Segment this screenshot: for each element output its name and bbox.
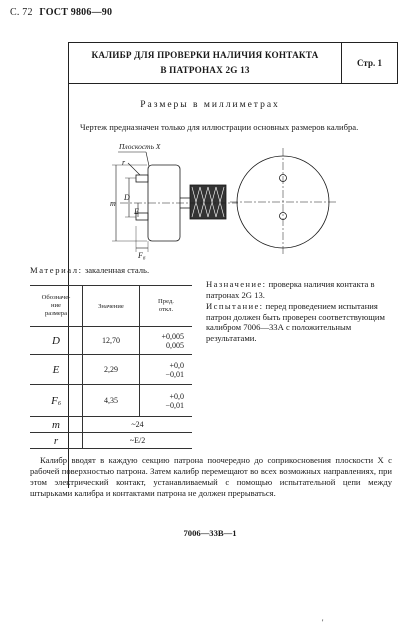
row-tolerance: +0,0 −0,01	[140, 385, 193, 417]
knurled-handle	[190, 185, 226, 219]
table-row	[30, 327, 192, 355]
plane-x-label: Плоскость X	[119, 142, 161, 151]
corner-mark: '	[322, 618, 324, 627]
purpose-label: Назначение:	[206, 279, 267, 289]
pin-top	[136, 175, 148, 182]
row-name: D	[30, 327, 83, 355]
table-row	[30, 417, 192, 433]
row-value: 12,70	[83, 327, 140, 355]
page-number: С. 72	[10, 7, 33, 18]
test-label: Испытание:	[206, 301, 264, 311]
row-name: r	[30, 433, 83, 449]
units-subtitle: Размеры в миллиметрах	[140, 100, 280, 110]
standard-code: ГОСТ 9806—90	[39, 7, 113, 18]
header-deviation: Пред. откл.	[140, 286, 193, 327]
procedure-paragraph: Калибр вводят в каждую секцию патрона поочередно до соприкосновения плоскости X с рабочей поверхностью патрона. Затем калибр перемещают во всех возможных направлениях, при этом электрический контакт, устанавливаемый с помощью испытательной цепи между штырьками калибра и контактами патрона не должен прерываться.	[30, 455, 392, 498]
header-designation: Обозначе- ние размера	[30, 286, 83, 327]
row-value: 2,29	[83, 355, 140, 385]
row-tolerance: +0,005 0,005	[140, 327, 193, 355]
f6-label: F6	[138, 251, 146, 262]
m-label: m	[110, 199, 116, 208]
purpose-test-block	[206, 279, 392, 343]
d-label: D	[124, 193, 130, 202]
table-header-row	[30, 286, 192, 327]
row-name: F6	[30, 385, 83, 417]
e-label: E	[134, 207, 139, 216]
dimensions-table	[30, 285, 192, 449]
test-text: перед проведением испытания патрон должен быть проверен соответствующим калибром 7006—33А с положительным результатами.	[206, 301, 385, 343]
intro-text: Чертеж предназначен только для иллюстрации основных размеров калибра.	[80, 122, 359, 132]
sheet-number: Стр. 1	[357, 58, 382, 68]
material-value: закаленная сталь.	[84, 265, 150, 275]
table-row	[30, 385, 192, 417]
row-value: 4,35	[83, 385, 140, 417]
purpose-text: проверка наличия контакта в патронах 2G 13.	[206, 279, 375, 300]
table-row	[30, 433, 192, 449]
r-label: r	[122, 158, 126, 167]
table-row	[30, 355, 192, 385]
footer-code: 7006—33В—1	[183, 528, 237, 538]
header-value: Значение	[83, 286, 140, 327]
row-span-value: ~24	[83, 417, 193, 433]
row-name: m	[30, 417, 83, 433]
row-tolerance: +0,0 −0,01	[140, 355, 193, 385]
title-line-1: КАЛИБР ДЛЯ ПРОВЕРКИ НАЛИЧИЯ КОНТАКТА	[91, 50, 319, 60]
plane-leader-d	[146, 152, 149, 166]
material-label: Материал:	[30, 265, 83, 275]
title-line-2: В ПАТРОНАХ 2G 13	[160, 65, 250, 75]
row-name: E	[30, 355, 83, 385]
row-span-value: ~E/2	[83, 433, 193, 449]
test-paragraph	[206, 301, 392, 343]
purpose-paragraph	[206, 279, 392, 300]
material-line	[30, 265, 149, 275]
